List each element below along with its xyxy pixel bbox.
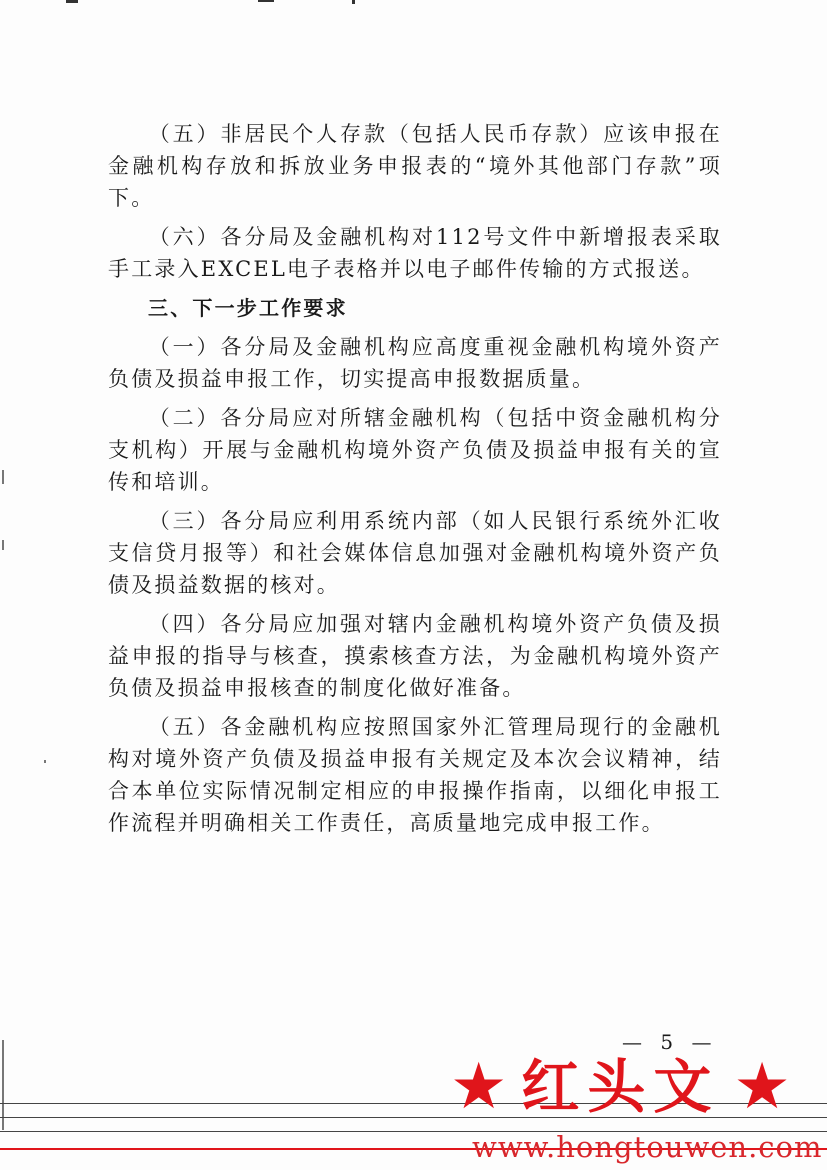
paragraph: （一）各分局及金融机构应高度重视金融机构境外资产负债及损益申报工作，切实提高申报数据质量。 <box>108 335 722 391</box>
body-text <box>108 118 722 846</box>
page-number: — 5 — <box>622 1030 718 1054</box>
watermark-title: 红头文 <box>521 1053 720 1121</box>
paragraph: （三）各分局应利用系统内部（如人民银行系统外汇收支信贷月报等）和社会媒体信息加强对金融机构境外资产负债及损益数据的核对。 <box>108 509 722 597</box>
scan-artifact <box>44 760 46 763</box>
section-heading: 三、下一步工作要求 <box>148 296 348 320</box>
scan-artifact <box>258 0 274 2</box>
paragraph: （六）各分局及金融机构对112号文件中新增报表采取手工录入EXCEL电子表格并以电子邮件传输的方式报送。 <box>108 225 722 281</box>
scan-artifact <box>2 540 4 550</box>
paragraph: （五）非居民个人存款（包括人民币存款）应该申报在金融机构存放和拆放业务申报表的“境外其他部门存款”项下。 <box>108 122 722 210</box>
scan-artifact <box>352 0 355 4</box>
scan-artifact <box>2 470 4 484</box>
watermark-url: www.hongtouwen.com <box>472 1130 823 1164</box>
watermark <box>430 1052 827 1170</box>
scan-artifact <box>66 0 78 3</box>
paragraph: （四）各分局应加强对辖内金融机构境外资产负债及损益申报的指导与核查，摸索核查方法，为金融机构境外资产负债及损益申报核查的制度化做好准备。 <box>108 612 722 700</box>
star-icon: ★ <box>733 1050 791 1124</box>
star-icon: ★ <box>450 1050 508 1124</box>
paragraph: （二）各分局应对所辖金融机构（包括中资金融机构分支机构）开展与金融机构境外资产负债及损益申报有关的宣传和培训。 <box>108 406 722 494</box>
paragraph: （五）各金融机构应按照国家外汇管理局现行的金融机构对境外资产负债及损益申报有关规定及本次会议精神，结合本单位实际情况制定相应的申报操作指南，以细化申报工作流程并明确相关工作责任，高质量地完成申报工作。 <box>108 715 722 835</box>
watermark-banner <box>450 1052 791 1122</box>
